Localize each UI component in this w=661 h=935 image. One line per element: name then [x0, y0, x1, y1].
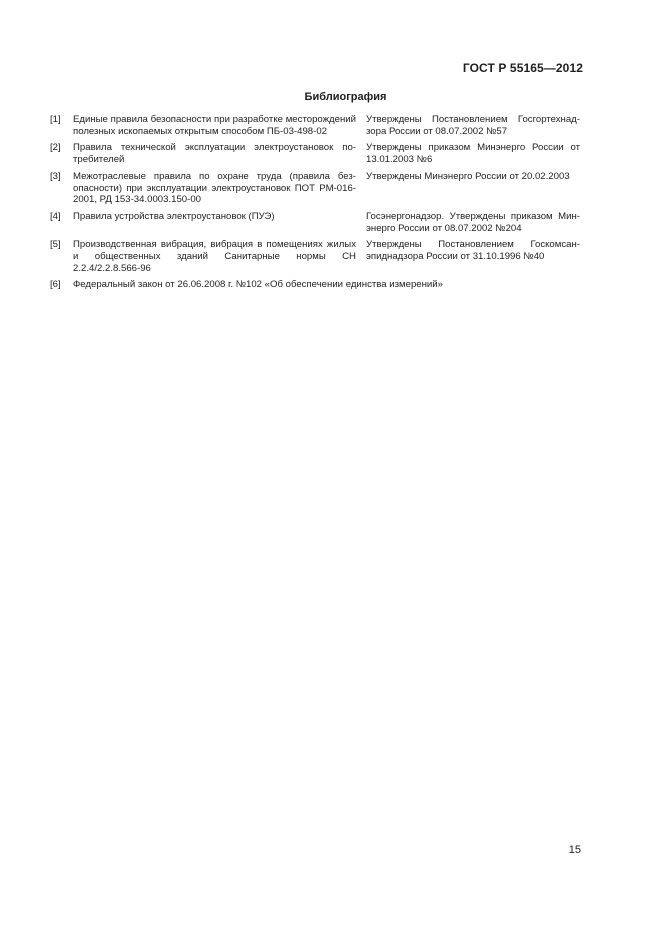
entry-note: Утверждены приказом Минэнерго России от 13.01.2003 №6 — [366, 142, 580, 166]
entry-number: [5] — [50, 239, 61, 251]
entry-note: Утверждены Минэнерго России от 20.02.2003 — [366, 170, 570, 182]
entry-title: Межотраслевые правила по охране труда (правила безопасности) при эксплуатации электроустановок ПОТ РМ-016-2001, РД 153-34.0003.150-00 — [73, 170, 356, 206]
entry-title: Федеральный закон от 26.06.2008 г. №102 «Об обеспечении единства измерений» — [73, 279, 443, 291]
entry-number: [2] — [50, 142, 61, 154]
entry-title: Правила технической эксплуатации электроустановок потребителей — [73, 142, 356, 166]
entry-title: Производственная вибрация, вибрация в помещениях жилых и общественных зданий Санитарные нормы СН 2.2.4/2.2.8.566-96 — [73, 239, 356, 274]
bibliography-entry — [50, 211, 580, 234]
entry-note: Госэнергонадзор. Утверждены приказом Минэнерго России от 08.07.2002 №204 — [366, 210, 580, 234]
entry-number: [4] — [50, 210, 61, 222]
page-number: 15 — [568, 844, 581, 856]
entry-title: Единые правила безопасности при разработке месторождений полезных ископаемых открытым способом ПБ-03-498-02 — [73, 114, 356, 137]
bibliography-title: Библиография — [304, 91, 387, 103]
entry-number: [6] — [50, 279, 61, 291]
bibliography-list — [50, 114, 580, 296]
bibliography-entry — [50, 279, 580, 291]
bibliography-entry — [50, 114, 580, 137]
entry-note: Утверждены Постановлением Госгортехнадзора России от 08.07.2002 №57 — [366, 114, 580, 137]
entry-number: [1] — [50, 114, 61, 125]
bibliography-entry — [50, 239, 580, 274]
entry-number: [3] — [50, 170, 61, 182]
bibliography-entry — [50, 142, 580, 165]
bibliography-entry — [50, 171, 580, 206]
entry-title: Правила устройства электроустановок (ПУЭ) — [73, 210, 275, 222]
entry-note: Утверждены Постановлением Госкомсанэпиднадзора России от 31.10.1996 №40 — [366, 239, 580, 263]
document-code: ГОСТ Р 55165—2012 — [462, 61, 583, 75]
